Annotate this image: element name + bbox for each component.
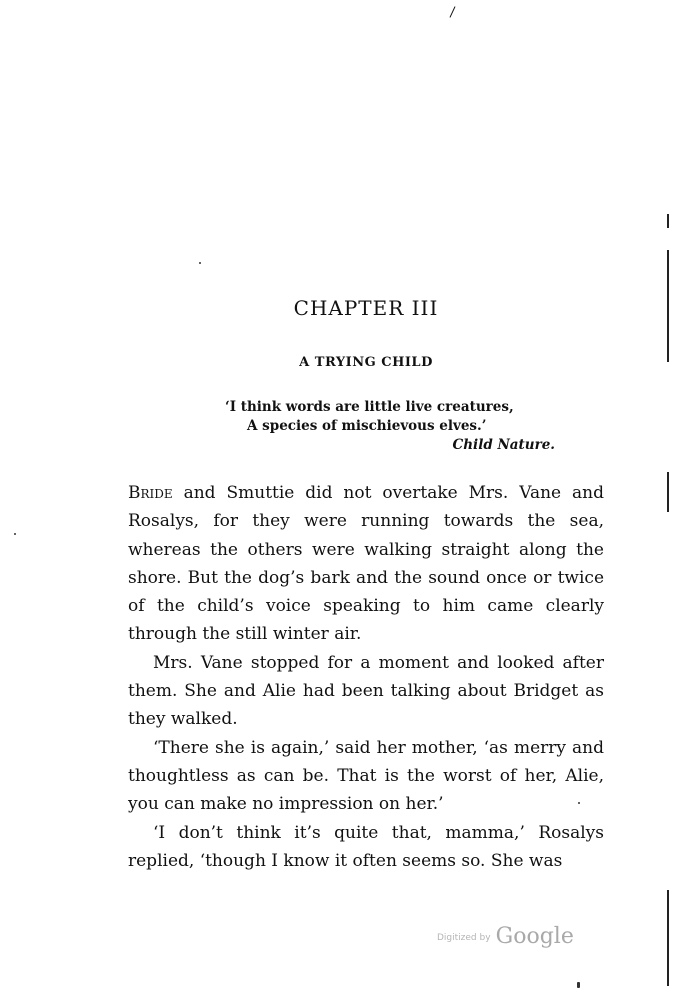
epigraph-attribution: Child Nature. [452, 437, 555, 453]
body-text [128, 479, 604, 875]
chapter-subtitle: A TRYING CHILD [299, 355, 433, 370]
paragraph: ‘There she is again,’ said her mother, ‘as merry and thoughtless as can be. That is the worst of her, Alie, you can make no impression on her.’ [128, 737, 604, 815]
chapter-title: CHAPTER III [293, 296, 439, 320]
google-logo: Google [495, 924, 574, 949]
scan-edge-line-upper [667, 214, 669, 228]
scan-edge-line-lower [667, 472, 669, 512]
paragraph: Mrs. Vane stopped for a moment and looked after them. She and Alie had been talking about Bridget as they walked. [128, 652, 604, 730]
paragraph-lead-word: Bride [128, 483, 173, 503]
paragraph [128, 479, 604, 649]
scan-speck [577, 982, 580, 988]
epigraph [225, 398, 565, 455]
epigraph-line-1: ‘I think words are little live creatures, [225, 399, 514, 415]
scan-speck [14, 533, 16, 535]
scan-mark-top [450, 6, 456, 17]
paragraph-text: and Smuttie did not overtake Mrs. Vane and Rosalys, for they were running towards the sea, whereas the others were walking straight along the shore. But the dog’s bark and the sound once or twice of the child’s voice speaking to him came clearly through the still winter air. [128, 483, 604, 645]
scan-edge-line-bottom [667, 890, 669, 986]
watermark-prefix: Digitized by [437, 933, 491, 943]
digitized-watermark [437, 924, 574, 949]
scan-speck [199, 262, 201, 264]
epigraph-line-2: A species of mischievous elves.’ [247, 418, 487, 434]
paragraph: ‘I don’t think it’s quite that, mamma,’ Rosalys replied, ‘though I know it often seems so. She was [128, 822, 604, 871]
